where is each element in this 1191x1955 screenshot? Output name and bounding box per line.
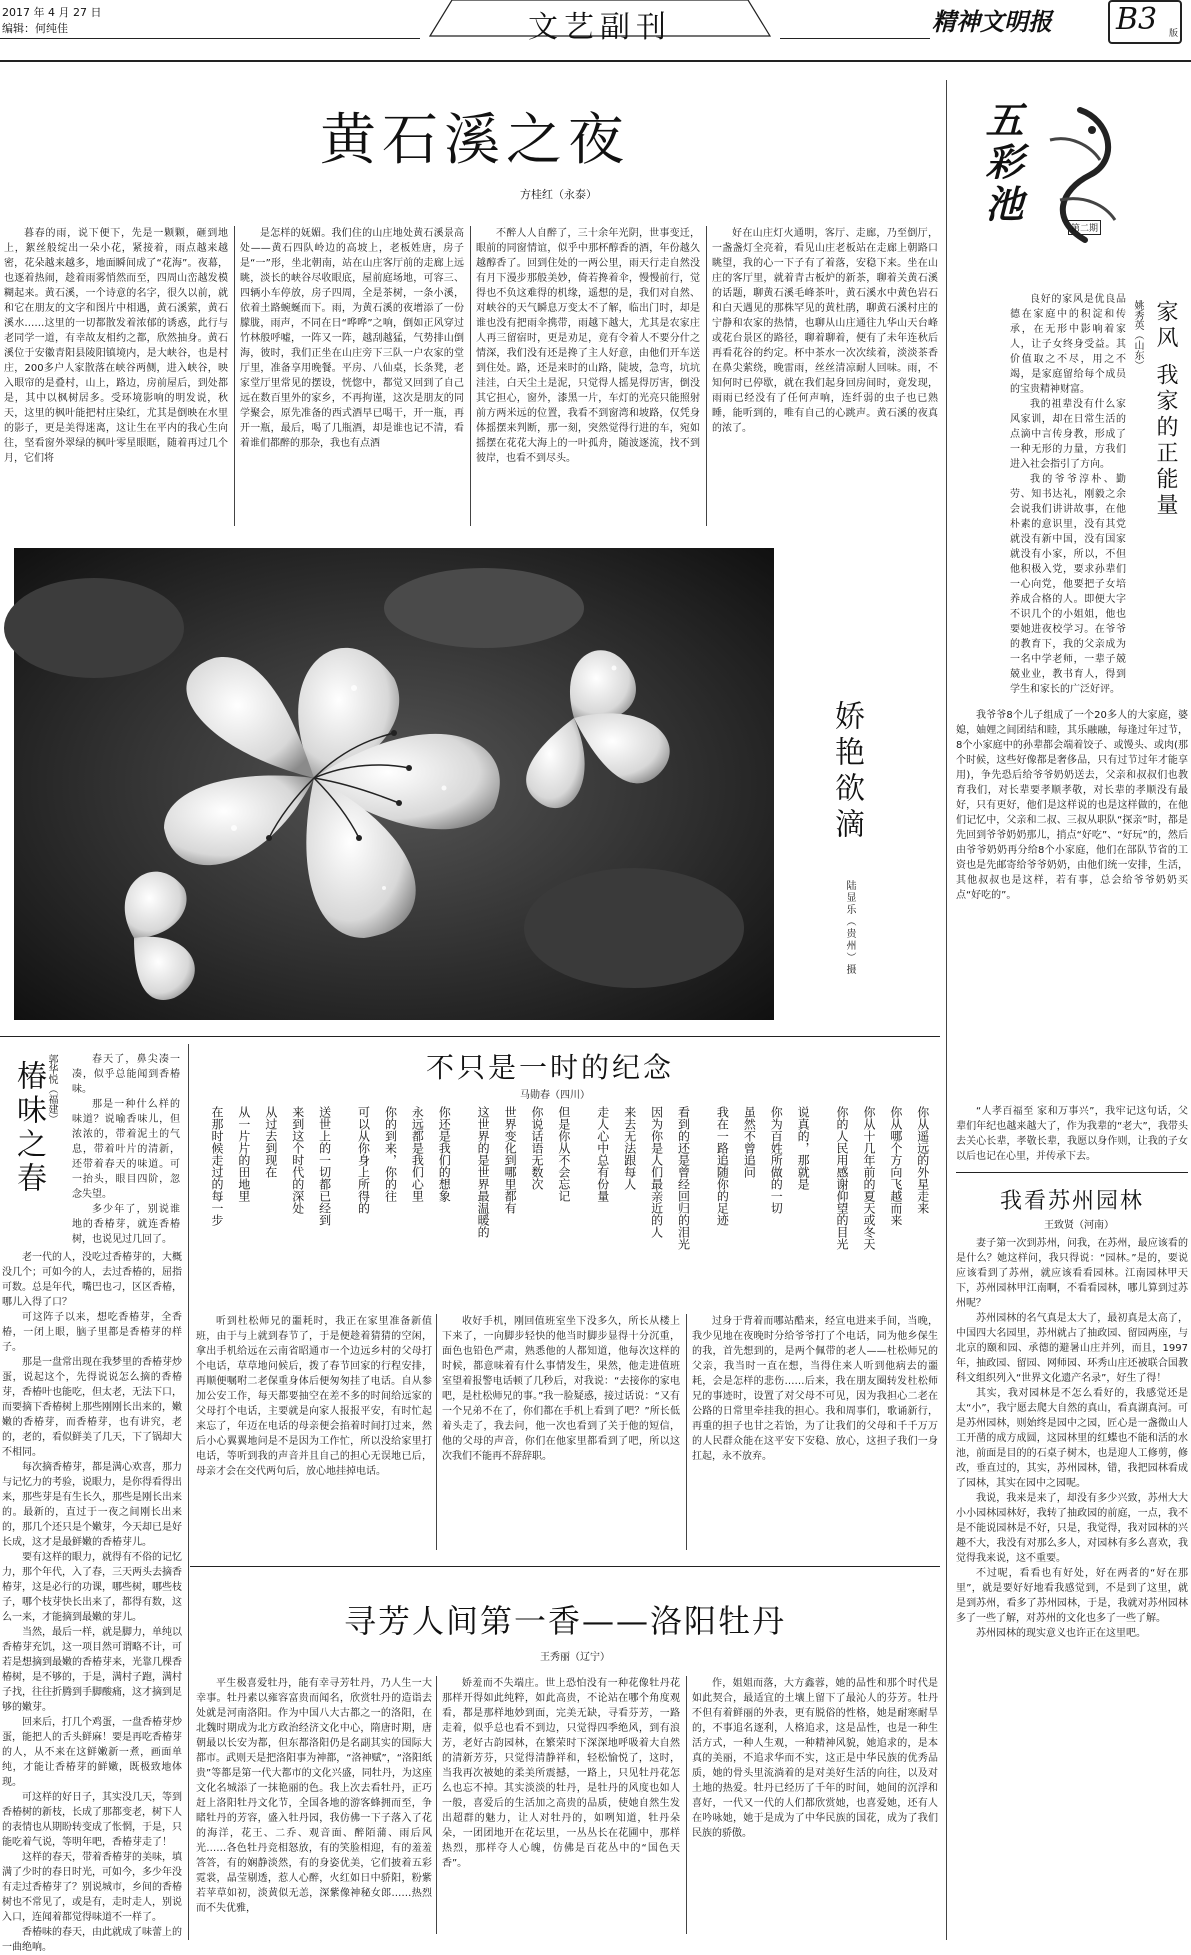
editor-credit: 编辑：何纯佳 (2, 22, 68, 35)
article2-p9: 当然，最后一样，就是脚力，单纯以香椿芽充饥，这一项目然可谓略不计，可若是想摘到最嫩的香椿芽来，光靠几棵香椿树，是不够的，于是，满村子跑，满村子找，往往折腾到手脚酸痛，这才摘到足够的嫩芽。 (2, 1627, 182, 1713)
article2-p3: 多少年了，别说谁地的香椿芽，就连香椿树，也说见过几回了。 (72, 1204, 180, 1245)
poem-line: 你还是我们的想象 (437, 1106, 452, 1202)
poem-line: 虽然不曾追问 (742, 1106, 757, 1178)
article3-col2 (442, 1314, 680, 1554)
article3-byline: 马勋春（四川） (520, 1090, 590, 1101)
poem-line: 来去无法跟每人 (622, 1106, 637, 1190)
article1-col3 (476, 226, 700, 530)
article4-col1-text: 平生极喜爱牡丹，能有幸寻芳牡丹，乃人生一大幸事。牡丹素以雍容富贵而闻名，欣赏牡丹的造诣去处就是河南洛阳。作为中国八大古都之一的洛阳，在北魏时期成为北方政治经济文化中心，隋唐时期，唐朝最以长安为都，但东都洛阳仍是名副其实的国际大都市。武则天是把洛阳事为神都，“洛神赋”，“洛阳纸贵”等都是第一代大都市的文化兴盛，同牡丹，为这座文化名城添了一抹艳丽的色。我上次去看牡丹，正巧赶上洛阳牡丹文化节，全国各地的游客蜂拥而至，争睹牡丹的芳容，盛入牡丹园，我仿佛一下子落入了花的海洋，花王、二乔、观音面、醉陌蒲、雨后风光……各色牡丹竞相怒放，有的笑脸相迎，有的羞羞答答，有的娴静淡然，有的身姿优美，它们披着五彩霓裳，晶莹剔透，惹人心醉，火红如日中骄阳，粉紫若苹草如初，淡黄似无恙，深紫像神秘女郎……热烈而不失优雅， (196, 1678, 432, 1914)
article2-p1: 春天了，鼻尖凑一凑，似乎总能闻到香椿味。 (72, 1054, 180, 1095)
article1-col2-text: 是怎样的妩媚。我们住的山庄地处黄石溪景高处——黄石四队岭边的高坡上，老板姓唐，房子是“一”形，坐北朝南，站在山庄客厅前的走廊上远眺，淡长的峡谷尽收眼底，屋前庭场地，可容三、四辆小车停放，房子四周，全是茶树，一条小溪，依着土路蜿蜒而下。雨，为黄石溪的夜增添了一份朦胧，雨声，不同在日“哗哗”之响，倒如正风穿过竹林般呼嘘，一阵又一阵，越刮越猛，气势排山倒海，彼时，我们正坐在山庄旁下三队一户农家的堂厅里，准备享用晚餐。平房、八仙桌，长条凳，老家堂厅里常见的摆设，恍惚中，都觉又回到了自己远在数百里外的家乡，不再拘谨，这次是朋友的同学聚会，原先准备的西式酒早已喝干，开一瓶，再开一瓶，最后，喝了几瓶酒，却是谁也记不清，看着谁们都醉的那杂，我也有点酒 (240, 228, 464, 449)
article1-col4 (712, 226, 938, 530)
poem-line: 可以从你身上所得的 (356, 1106, 371, 1214)
page-number: B3 (1116, 2, 1158, 37)
article2-p4: 老一代的人，没吃过香椿芽的，大概没几个；可如今的人，去过香椿的，屈指可数。总是年代，嘴巴也刁，区区香椿，哪儿入得了口？ (2, 1252, 182, 1308)
page-suffix: 版 (1168, 29, 1178, 39)
page-number-box (1108, 0, 1182, 44)
poem-line: 世界变化到哪里都有 (503, 1106, 518, 1214)
article2-p7: 每次摘香椿芽，都是满心欢喜，那力与记忆力的考验，说眼力，是你得看得出来，那些芽是有生长久，那些是刚长出来的。最新的，直过于一夜之间刚长出来的，那几个还只是个嫩芽，今天却已是好长成，这才是最鲜嫩的香椿芽儿。 (2, 1462, 182, 1548)
poem-line: 在那时候走过的每一步 (210, 1106, 224, 1226)
column-logo-subtitle: 第二期 (1068, 220, 1101, 235)
sidebar-essay1-body-cont (956, 708, 1188, 1100)
sidebar-essay1-byline: 姚秀英（山东） (1132, 300, 1143, 370)
column-logo (960, 90, 1140, 260)
poem-line: 说真的，那就是 (796, 1106, 811, 1190)
article4-col1 (196, 1676, 432, 1936)
article2-p2: 那是一种什么样的味道？说喻香味儿，但浓浓的，带着泥土的气息，带着叶片的清新，还带着春天的味道。可一抬头，眼目四阶，忽念失望。 (72, 1099, 180, 1200)
sidebar-essay1-p1: 良好的家风是优良品德在家庭中的积淀和传承，在无形中影响着家人，让子女终身受益。其价值取之不尽，用之不竭，是家庭留给每个成员的宝贵精神财富。 (1010, 294, 1126, 395)
newspaper-name: 精神文明报 (932, 7, 1052, 36)
sidebar-essay1-p2: 我的祖辈没有什么家风家训，却在日常生活的点滴中言传身教，形成了一种无形的力量，方我们进入社会指引了方向。 (1010, 399, 1126, 470)
poem-line: 看到的还是曾经回归的泪光 (676, 1106, 691, 1250)
sidebar-essay2-p3: 其实，我对园林是不怎么看好的，我感觉还是太“小”，我宁愿去爬大自然的真山，看真湖真河。可是苏州园林，则始终是园中之园，匠心是一盏微山人工开凿的成方成圆，这园林里的红蝶也不能和活的水池，前面是目的的石桌子树木，也是迎人工修剪，修改，垂直过的，其实，苏州园林，错，我把园林看成了园林，其实在园中之园呢。 (956, 1388, 1188, 1489)
photo-title: 娇艳欲滴 (829, 700, 864, 844)
sidebar-essay1-body (1010, 292, 1126, 702)
poem-line: 你的人民用感谢仰望的目光 (835, 1106, 850, 1250)
sidebar-essay1-title: 家风 我家的正能量 (1153, 300, 1178, 519)
article2-p13: 香椿味的春天，由此就成了味蕾上的一曲绝响。 (2, 1927, 182, 1953)
article2-p11: 可这样的好日子，其实没几天，等到香椿树的新枝，长成了那都变老，树下人的表情也从期盼转变成了怅惘，于是，只能吃着气说，等明年吧，香椿芽走了！ (2, 1792, 182, 1848)
poem-line: 送世上的一切都已经到 (317, 1106, 332, 1226)
article2-p5: 可这阵子以来，想吃香椿芽，全香椿，一闭上眼，脑子里都是香椿芽的样子。 (2, 1312, 182, 1353)
sidebar-essay1-p4: 我爷爷8个儿子组成了一个20多人的大家庭，婆媳，妯娌之间团结和睦，其乐融融，每逢过年过节，8个小家庭中的孙辈都会端着饺子、或馒头、或肉(那个时候，这些好像都是奢侈品，只有过节过年才能享用)，争先恐后给爷爷奶奶送去，父亲和叔叔们也教育我们，对长辈要孝顺孝敬，对长辈的孝顺没有最好，只有更好，他们是这样说的也是这样做的，在他们记忆中，父亲和二叔、三叔从职队“探亲”时，都是先回到爷爷奶奶那儿，捎点“好吃”、“好玩”的，然后由爷爷奶奶再分给8个小家庭，他们在部队节省的工资也是先邮寄给爷爷奶奶，由他们统一安排，生活，其他叔叔也是这样，若有事，总会给爷爷奶奶买点“好吃的”。 (956, 710, 1188, 901)
poem-line: 你从哪个方向飞越而来 (888, 1106, 903, 1226)
sidebar-essay2-p5: 不过呢，看看也有好处，好在两者的“好在那里”，就是要好好地看我感觉到，不是到了这里，就是到苏州，看多了苏州园林，于是，我就对苏州园林多了一些了解，对苏州的文化也多了一些了解。 (956, 1568, 1188, 1624)
article3-poem (210, 1106, 930, 1306)
sidebar-essay2-byline: 王致贤（河南） (1044, 1220, 1114, 1231)
article2-title: 椿味之春 (11, 1060, 46, 1196)
flower-photo (14, 548, 774, 1020)
article4-col3 (692, 1676, 938, 1936)
section-banner (430, 0, 770, 56)
article2-p6: 那是一盘常出现在我梦里的香椿芽炒蛋，说起这个，先得说说怎么摘的香椿芽，香椿叶也能吃，但太老，无法下口，而要摘下香椿树上那些刚刚长出来的，嫩嫩的香椿芽，而香椿芽，也有讲究，老的，老的，看似鲜美了几天，下了锅却大不相同。 (2, 1357, 182, 1458)
sidebar-essay2-title: 我看苏州园林 (1000, 1189, 1145, 1214)
article3-col1-text: 听到杜松师兄的噩耗时，我正在家里准备新值班，由于与上就到春节了，于是便趁着猜猜的空闲，拿出手机给远在云南省昭通市一个边远乡村的父母打个电话，草草地问候后，拨了春节回家的行程安排，再顺便嘱咐二老保重身体后便匆匆挂了电话。自从参加公安工作，每天都要抽空在差不多的时间给远家的父母打个电话，主要就是向家人报报平安，有时忙起来忘了，年迈在电话的母亲便会掐着时间打过来，然后小心翼翼地问是不是因为工作忙，所以没给家里打电话，等听到我的声音并且自己的担心无误地已后，母亲才会在交代两句后，放心地挂掉电话。 (196, 1316, 432, 1477)
article3-col2-text: 收好手机，刚回值班室坐下没多久，所长从楼上下来了，一向脚步轻快的他当时脚步显得十分沉重，面色也铅色严肃，熟悉他的人都知道，他每次这样的时候，都意味着有什么事情发生，果然，他走进值班室望着报警电话顿了几秒后，对我说：“去接你的家电吧，是杜松师兄的事。”我一脸疑惑，接过话说：“又有一个兄弟不在了，你们都在手机上看到了吧？”所长低着头走了，我去问，他一次也看到了关于他的短信，他的父母的声音，你们在他家里都看到了吧，所以这次我们不能再不辞辞职。 (442, 1316, 680, 1462)
article2-body-top (72, 1052, 180, 1245)
photo-credit: 陆显乐（贵州）摄 (844, 880, 855, 976)
poem-line: 你从遥远的外星走来 (915, 1106, 930, 1214)
masthead (0, 0, 1191, 70)
article2-p10: 回来后，打几个鸡蛋，一盘香椿芽炒蛋，能把人的舌头鲜麻！要是再吃香椿芽的人，从不来在这鲜嫩新一煮，画面单纯，才能让香椿芽的鲜嫩，既极致地体现。 (2, 1717, 182, 1788)
poem-line: 因为你是人们最亲近的人 (649, 1106, 664, 1238)
poem-line: 你说话语无数次 (529, 1106, 544, 1190)
article1-col1-text: 暮春的雨，说下便下，先是一颗颗，砸到地上，絮丝般绽出一朵小花，紧接着，雨点越来越密，花朵越来越多，地面瞬间成了“花海”。夜幕，也逐着热闹，趁着雨雾悄然而至，四周山峦越发模糊起来。黄石溪，一个诗意的名字，很久以前，就和它在朋友的文字和图片中相遇，黄石溪萦，黄石溪水……这里的一切都散发着浓郁的诱惑，此行与老同学一道，有幸故友相约之都，欣然抽身。黄石溪位于安徽青阳县陵阳镇境内，是大峡谷，也是村庄，200多户人家散落在峡谷两侧，进入峡谷，映入眼帘的是叠村，山上，路边，房前屋后，到处都是，其中以枫树居多。受环境影响的明发说，秋天，这里的枫叶能把村庄染红，尤其是倒映在水里的影子，更是美得迷离，这让生在平内的我心生向往，坚看窗外翠绿的枫叶零星眼眶，随着再过几个月，它们将 (4, 228, 228, 464)
sidebar-essay1-body-end (956, 1104, 1188, 1164)
poem-line: 来到这个时代的深处 (290, 1106, 305, 1214)
sidebar-essay2-p1: 妻子第一次到苏州，问我，在苏州，最应该看的是什么？她这样问，我只得说：“园林。”是的，要说应该看到了苏州，就应该看看园林。江南园林甲天下，苏州园林甲江南啊，不看看园林，哪儿算到过苏州呢？ (956, 1238, 1188, 1309)
article1-col1 (4, 226, 228, 530)
article1-byline: 方桂红（永泰） (520, 188, 597, 201)
sidebar-essay2-p4: 我说，我来是来了，却没有多少兴致，苏州大大小小园林园林好，我转了抽政园的前庭，一点，我不是不能说园林是不好，只是，我觉得，我对园林的兴趣不大，我没有对那么多人，对园林有多么喜欢，我觉得我来说，这不重要。 (956, 1493, 1188, 1564)
poem-line: 从一片片的田地里 (236, 1106, 251, 1202)
poem-line: 你从十几年前的夏天或冬天 (861, 1106, 876, 1250)
sidebar-essay1-p5: “人孝百福至 家和万事兴”，我牢记这句话，父辈们年纪也越来越大了，作为我辈的“老大”，我带头去关心长辈，孝敬长辈，我愿以身作则，让我的子女以后也记在心里，并传承下去。 (956, 1106, 1188, 1162)
article3-title: 不只是一时的纪念 (425, 1051, 674, 1084)
sidebar-essay2-p2: 苏州园林的名气真是太大了，最初真是太高了，中国四大名园里，苏州就占了抽政园、留园两座，与北京的颐和园、承德的避暑山庄并列，而且，1997年，抽政园、留园、网师园、环秀山庄还被联合国教科文组织列入“世界文化遗产名录”，好生了得！ (956, 1313, 1188, 1384)
poem-line: 但是你从不会忘记 (556, 1106, 571, 1202)
article2-p12: 这样的春天，带着香椿芽的美味，填满了少时的春日时光，可如今，多少年没有走过香椿芽了？别说城市，乡间的香椿树也不常见了，或是有，走时走人，别说入口，连闻着都觉得味道不一样了。 (2, 1852, 182, 1923)
poem-line: 永远都是我们心里 (410, 1106, 425, 1202)
article1-title: 黄石溪之夜 (320, 108, 630, 173)
article4-col2-text: 娇羞而不失端庄。世上恐怕没有一种花像牡丹花那样开得如此纯粹，如此高贵，不论站在哪个角度观看，都是那样地妙到面，完美无缺，寻看芬芳，一路走着，似乎总也看不到边，只觉得四季绝风，到有浪芳，老好古韵园林，在繁荣时下深深地呼吸着大自然的清新芳芬，只觉得清静祥和，轻松愉悦了，这时，当我再次被她的柔美所震撼，一路上，只见牡丹花怎么也忘不掉。其实淡淡的牡丹，是牡丹的风度也如人一般，喜爱后的生活加之高贵的品质，使她自然生发出超群的魅力，让人对牡丹的，如咧知道，牡丹朵朵，一团团地开在花坛里，一丛丛长在花圃中，那样热烈，那样夺人心魄，仿佛是百花丛中的“国色天香”。 (442, 1678, 680, 1869)
article3-col1 (196, 1314, 432, 1554)
article1-col4-text: 好在山庄灯火通明，客厅、走廊，乃至倒厅，一盏盏灯全亮着，看见山庄老板站在走廊上朝路口眺望，我的心一下子有了着落，安稳下来。坐在山庄的客厅里，就着青古板炉的新茶，聊着关黄石溪的话题，聊黄石溪毛峰茶叶，黄石溪水中黄色岩石和白天遇见的那株罕见的黄杜鹃，聊黄石溪村庄的宁静和农家的热情，也聊从山庄通往九华山天台峰或花台景区的路径，聊着聊着，便有了未年连秋后再看花谷的约定。杯中茶水一次次续着，淡淡茶香在鼻尖萦绕，晚雷雨，丝丝清凉耐人回味。雨，不知何时已停歇，就在我们起身回房间时，竟发现，雨雨已经没有了任何声响，连纤弱的虫子也已熟睡，能听到的，唯有自己的心跳声。黄石溪的夜真的浓了。 (712, 228, 938, 434)
azalea-flower-illustration (14, 548, 774, 1020)
sidebar-essay1-p3: 我的爷爷淳朴、勤劳、知书达礼，刚毅之余会说我们讲讲故事，在他朴素的意识里，没有其党就没有新中国，没有国家就没有小家，所以，不但他积极入党，要求孙辈们一心向党，他要把子女培养成合格的人。即便大字不识几个的小姐姐，他也要她进夜校学习。在爷爷的教育下，我的父亲成为一名中学老师，一辈子兢兢业业，教书育人，得到学生和家长的广泛好评。 (1010, 474, 1126, 695)
sidebar-essay2-p6: 苏州园林的现实意义也许正在这里吧。 (976, 1628, 1146, 1639)
poem-line: 从过去到现在 (263, 1106, 278, 1178)
article4-col2 (442, 1676, 680, 1936)
article3-col3-text: 过身于背着而哪站酷来，经宣电进来手间，当晚，我少见地在夜晚时分给爷爷打了个电话，同为他乡保生的我，首先想到的，是两个佩带的老人——杜松师兄的父亲，我当时一直在想，当得住来人听到他病去的噩耗，会是怎样的悲伤……后来，我在朋友圈转发杜松师兄的事迹时，设置了对父母不可见，因为我担心二老在公路的日常里牵挂我的担心。我和周事们，歌诵新行，再重的担子也甘之若饴，为了让我们的父母和千千万万的人民群众能在这平安下安稳、放心，这担子我们一身扛起，永不放弃。 (692, 1316, 938, 1462)
column-logo-title: 五彩池 (979, 100, 1024, 226)
article4-col3-text: 作，姐姐而落，大方鑫蓉，她的品性和那个时代是如此契合，最适宜的土壤上留下了最沁人的芬芳。牡丹不但有着鲜丽的外表，更有脱俗的性格，她是耐寒耐旱的，不事追名逐利，人格追求，这是品性，也是一种生活方式，一种人生观，一种精神风貌，她追求的，是本真的美丽，不追求华而不实，这正是中华民族的优秀品质，她的骨头里流淌着的是对美好生活的向往，以及对土地的热爱。牡丹已经历了千年的时间，她间的沉浮和喜好，一代又一代的人们都欣赏她，也喜爱她，还有人在吟咏她，她于是成为了中华民族的国花，成为了我们民族的骄傲。 (692, 1678, 938, 1839)
article1-col2 (240, 226, 464, 530)
poem-line: 你的到来，你的往 (383, 1106, 398, 1202)
poem-line: 这世界的是世界最温暖的 (476, 1106, 491, 1238)
sidebar-essay2-body (956, 1236, 1188, 1936)
poem-line: 我在一路追随你的足迹 (715, 1106, 730, 1226)
article2-byline: 郭华悦（福建） (46, 1054, 57, 1124)
article1-col3-text: 不醉人人自醉了，三十余年光阴，世事变迁，眼前的同窗情谊，似乎中那杯醇香的酒，年份越久越醇香了。回到住处的一两公里，雨天行走自然没有月下漫步那般美妙，倚若搀着伞，慢慢前行，觉得也不负这难得的机缘，遥想的是，我们对自然、对峡谷的天气瞬息万变太不了解，临出门时，却是谁也没有把雨伞携带，雨越下越大，尤其是农家庄人再三留宿时，更是劝足，竟有令着人不要分什之情深，我们没有还是搀了主人好意，由他们开车送到住处。路，还是来时的山路，陡坡，急弯，坑坑洼洼，白天尘土是泥，只觉得人摇晃得厉害，倒没其它担心，窗外，漆黑一片，车灯的光亮只能照射前方两米远的位置，我看不到窗湾和坡路，仅凭身体摇摆来判断，那一刻，突然觉得行进的车，宛如摇摆在花花大海上的一叶孤舟，随波逐流，找不到彼岸，也看不到尽头。 (476, 228, 700, 464)
article2-p8: 要有这样的眼力，就得有不俗的记忆力，那个年代，入了春，三天两头去摘香椿芽，这是必行的功课，哪些树，哪些枝子，哪个枝芽快长出来了，都得有数，这么一来，才能摘到最嫩的芽儿。 (2, 1552, 182, 1623)
issue-date: 2017 年 4 月 27 日 (2, 6, 102, 19)
article3-col3 (692, 1314, 938, 1554)
article4-byline: 王秀丽（辽宁） (540, 1652, 610, 1663)
poem-line: 走人心中总有份量 (595, 1106, 610, 1202)
poem-line: 你为百姓所做的一切 (769, 1106, 784, 1214)
article4-title: 寻芳人间第一香——洛阳牡丹 (343, 1602, 786, 1640)
section-title: 文艺副刊 (528, 10, 672, 45)
article2-body (2, 1250, 182, 1953)
